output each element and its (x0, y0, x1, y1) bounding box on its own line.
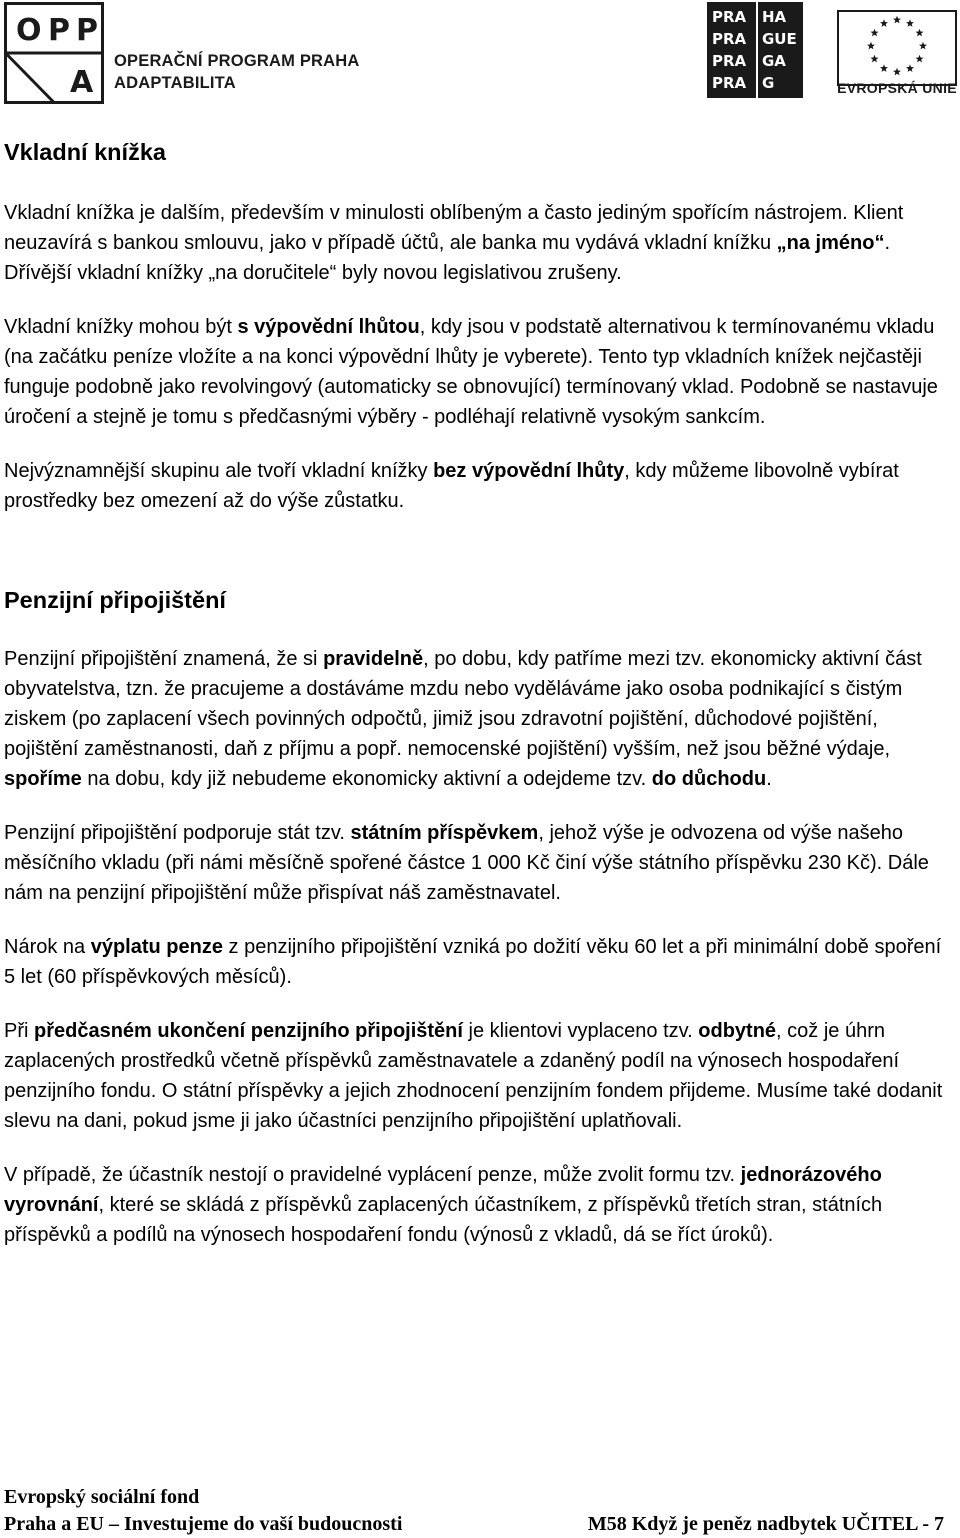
bold-run: jednorázového vyrovnání (4, 1164, 882, 1216)
prague-word-4a: PRA (712, 74, 747, 92)
program-line-2: ADAPTABILITA (114, 74, 236, 92)
text-run: , kdy jsou v podstatě alternativou k termínovanému vkladu (na začátku peníze vložíte a na konci výpovědní lhůty je vyberete). Tento typ vkladních knížek nejčastěji funguje podobně jako revolvingový (automaticky se obnovující) termínovaný vklad. Podobně se nastavuje úročení a stejně je tomu s předčasnými výběry - podléhají relativně vysokým sankcím. (4, 316, 938, 428)
section-title-vkladni-knizka: Vkladní knížka (4, 139, 166, 165)
bold-run: odbytné (698, 1020, 777, 1042)
opp-logo (4, 2, 104, 104)
text-run: Vkladní knížky mohou být (4, 316, 238, 338)
paragraph-vkladni-3 (4, 456, 954, 516)
bold-run: spoříme (4, 768, 82, 790)
bold-run: pravidelně (323, 648, 424, 670)
prague-word-4b: G (762, 74, 775, 92)
footer-line-1: Evropský sociální fond (4, 1486, 200, 1508)
footer-line-2 (4, 1511, 944, 1538)
text-run: , kdy můžeme libovolně vybírat prostředky bez omezení až do výše zůstatku. (4, 460, 899, 512)
program-line-1: OPERAČNÍ PROGRAM PRAHA (114, 52, 360, 70)
opp-letter-p1: P (48, 13, 70, 48)
text-run: Penzijní připojištění znamená, že si (4, 648, 324, 670)
bold-run: předčasném ukončení penzijního připojištění (34, 1020, 463, 1042)
text-run: na dobu, kdy již nebudeme ekonomicky aktivní a odejdeme tzv. (81, 768, 652, 790)
text-run: . (766, 768, 772, 790)
text-run: Při (4, 1020, 34, 1042)
prague-word-2a: PRA (712, 30, 747, 48)
prague-word-3b: GA (762, 52, 786, 70)
footer-slogan: Praha a EU – Investujeme do vaší budoucnosti (4, 1513, 403, 1535)
page-footer (4, 1484, 944, 1538)
bold-run: s výpovědní lhůtou (237, 316, 420, 338)
paragraph-penzijni-4 (4, 1016, 954, 1136)
footer-page-info: M58 Když je peněz nadbytek UČITEL - 7 (587, 1513, 944, 1535)
eu-label: EVROPSKÁ UNIE (837, 80, 957, 96)
paragraph-vkladni-2 (4, 312, 954, 432)
text-run: Nárok na (4, 936, 91, 958)
opp-letter-p2: P (76, 13, 98, 48)
text-run: , které se skládá z příspěvků zaplacených účastníkem, z příspěvků třetích stran, státních příspěvků a podílů na výnosech hospodaření fondu (výnosů z vkladů, dá se říct úroků). (4, 1194, 883, 1246)
opp-letter-o: O (16, 13, 42, 48)
text-run: , jehož výše je odvozena od výše našeho měsíčního vkladu (při námi měsíčně spořené částce 1 000 Kč činí výše státního příspěvku 230 Kč). Dále nám na penzijní připojištění může přispívat náš zaměstnavatel. (4, 822, 929, 904)
text-run: Vkladní knížka je dalším, především v minulosti oblíbeným a často jediným spořícím nástrojem. Klient neuzavírá s bankou smlouvu, jako v případě účtů, ale banka mu vydává vkladní knížku (4, 202, 904, 254)
prague-word-1b: HA (762, 8, 787, 26)
bold-run: výplatu penze (90, 936, 223, 958)
program-name (114, 50, 360, 94)
text-run: Penzijní připojištění podporuje stát tzv. (4, 822, 351, 844)
prague-logo (707, 2, 803, 98)
text-run: Nejvýznamnější skupinu ale tvoří vkladní knížky (4, 460, 434, 482)
text-run: je klientovi vyplaceno tzv. (462, 1020, 699, 1042)
text-run: V případě, že účastník nestojí o pravidelné vyplácení penze, může zvolit formu tzv. (4, 1164, 741, 1186)
prague-word-3a: PRA (712, 52, 747, 70)
text-run: z penzijního připojištění vzniká po dožití věku 60 let a při minimální době spoření 5 let (60 příspěvkových měsíců). (4, 936, 942, 988)
document-body (4, 133, 954, 1250)
opp-letter-a: A (70, 65, 94, 100)
bold-run: státním příspěvkem (350, 822, 539, 844)
prague-word-1a: PRA (712, 8, 747, 26)
paragraph-vkladni-1 (4, 198, 954, 288)
text-run: . Dřívější vkladní knížky „na doručitele“ byly novou legislativou zrušeny. (4, 232, 891, 284)
paragraph-penzijni-3 (4, 932, 954, 992)
section-title-penzijni-pripojisteni: Penzijní připojištění (4, 587, 226, 613)
text-run: , po dobu, kdy patříme mezi tzv. ekonomicky aktivní část obyvatelstva, tzn. že pracujeme a dostáváme mzdu nebo vyděláváme jako osoba podnikající s čistým ziskem (po zaplacení všech povinných odpočtů, jimiž jsou zdravotní pojištění, důchodové pojištění, pojištění zaměstnanosti, daň z příjmu a popř. nemocenské pojištění) vyšším, než jsou běžné výdaje, (4, 648, 922, 760)
text-run: , což je úhrn zaplacených prostředků včetně příspěvků zaměstnavatele a zdaněný podíl na výnosech hospodaření penzijního fondu. O státní příspěvky a jejich zhodnocení penzijním fondem přijdeme. Musíme také dodanit slevu na dani, pokud jsme ji jako účastníci penzijního připojištění uplatňovali. (4, 1020, 943, 1132)
bold-run: bez výpovědní lhůty (433, 460, 625, 482)
bold-run: „na jméno“ (776, 232, 885, 254)
bold-run: do důchodu (651, 768, 767, 790)
paragraph-penzijni-2 (4, 818, 954, 908)
paragraph-penzijni-1 (4, 644, 954, 794)
paragraph-penzijni-5 (4, 1160, 954, 1250)
prague-word-2b: GUE (762, 30, 797, 48)
